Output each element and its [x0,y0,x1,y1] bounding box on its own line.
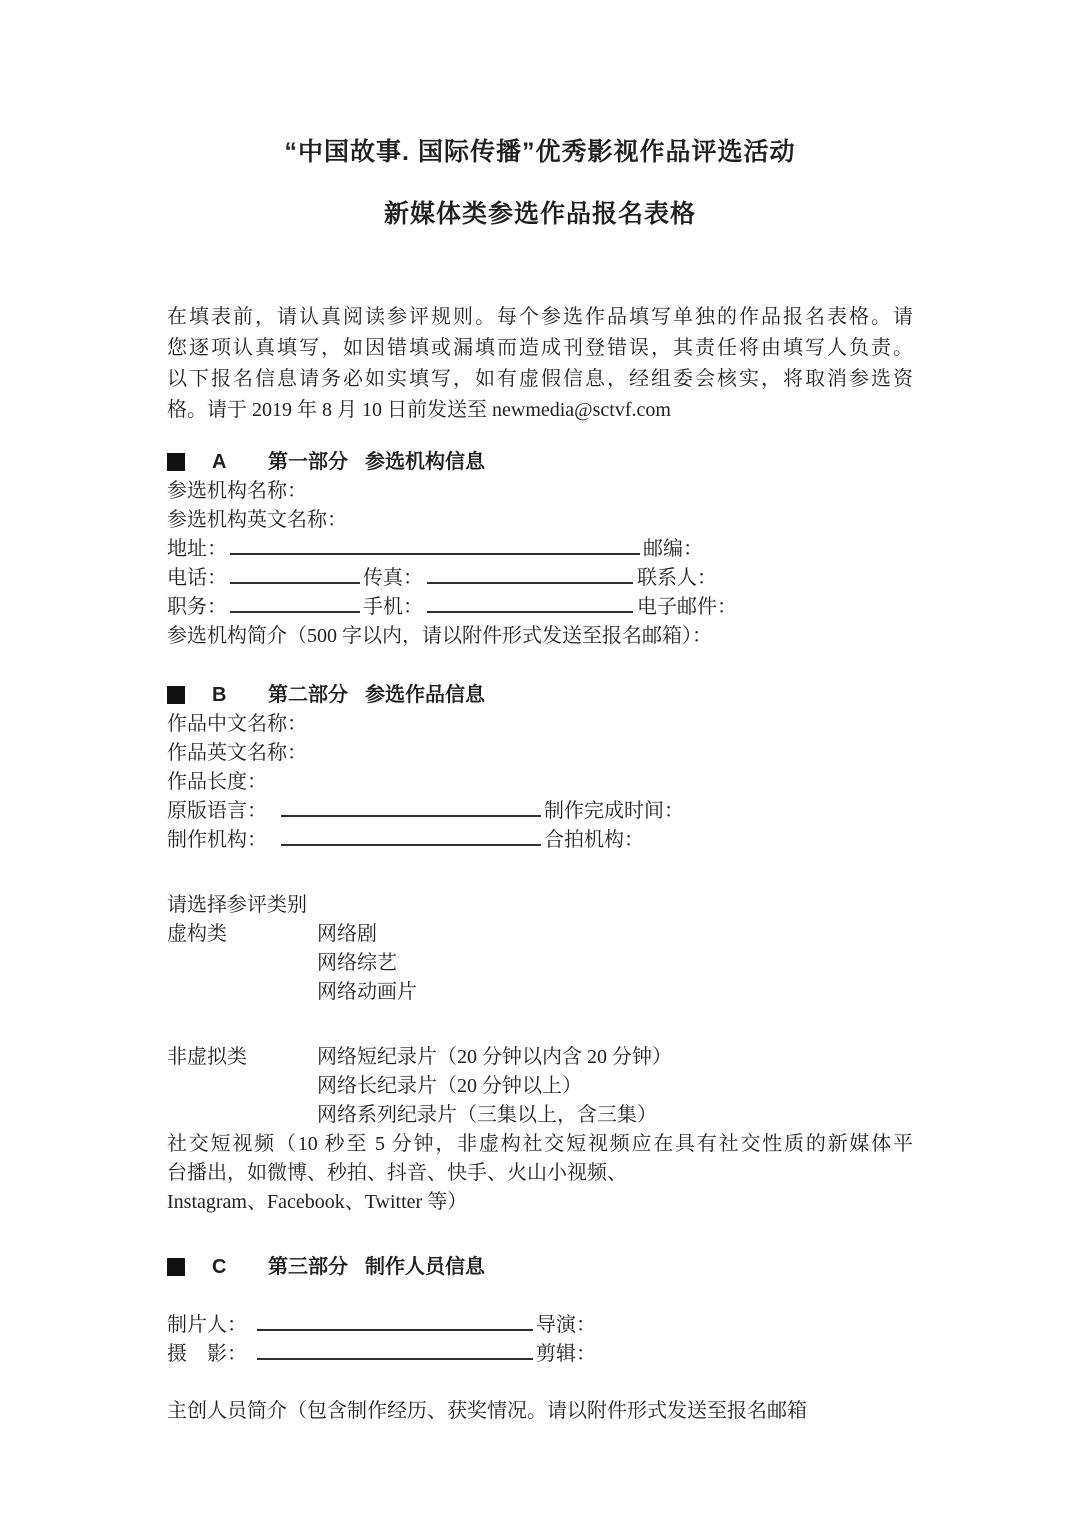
position-label: 职务： [167,596,227,618]
section-c-title: 制作人员信息 [365,1256,485,1278]
address-row [167,535,913,564]
category-prompt: 请选择参评类别 [167,894,307,916]
section-b-letter: B [212,684,227,706]
social-video-note: 社交短视频（10 秒至 5 分钟，非虚构社交短视频应在具有社交性质的新媒体平 [167,1133,913,1155]
section-a-header [167,447,913,477]
email-label: 电子邮件： [637,596,737,618]
finish-time-label: 制作完成时间： [544,800,684,822]
intro-line: 以下报名信息请务必如实填写，如有虚假信息，经组委会核实，将取消参选资 [167,368,913,390]
section-c-letter: C [212,1256,227,1278]
language-row [167,797,913,826]
doc-subtitle: 新媒体类参选作品报名表格 [383,200,696,228]
intro-line: 您逐项认真填写，如因错填或漏填而造成刊登错误，其责任将由填写人负责。 [167,337,913,359]
fiction-category-row [167,978,913,1007]
phone-label: 电话： [167,567,227,589]
section-b [167,680,913,1217]
category-item: 网络剧 [317,923,377,945]
coproducer-label: 合拍机构： [544,829,644,851]
section-a [167,447,913,651]
address-label: 地址： [167,538,227,560]
category-item: 网络系列纪录片（三集以上，含三集） [317,1104,657,1126]
section-a-letter: A [212,451,227,473]
crew-profile-note: 主创人员简介（包含制作经历、获奖情况。请以附件形式发送至报名邮箱 [167,1400,807,1422]
fiction-category-row [167,920,913,949]
fiction-category-row [167,949,913,978]
film-producer-label: 制片人： [167,1314,247,1336]
category-item: 网络短纪录片（20 分钟以内含 20 分钟） [317,1046,672,1068]
zip-label: 邮编： [643,538,703,560]
category-item: 网络动画片 [317,981,417,1003]
mobile-blank-line [427,596,633,613]
nonfiction-label: 非虚拟类 [167,1046,247,1068]
nonfiction-category-row [167,1072,913,1101]
phone-row [167,564,913,593]
section-b-title: 参选作品信息 [365,684,485,706]
work-length-row: 作品长度： [167,771,267,793]
language-blank-line [281,800,541,817]
fiction-label: 虚构类 [167,923,227,945]
doc-title: “中国故事. 国际传播”优秀影视作品评选活动 [284,138,796,166]
section-bullet-icon [167,1258,185,1276]
film-producer-blank-line [257,1314,533,1331]
producer-org-blank-line [281,829,541,846]
section-a-title: 参选机构信息 [365,451,485,473]
position-blank-line [230,596,360,613]
category-item: 网络综艺 [317,952,397,974]
film-producer-row [167,1311,913,1340]
fax-label: 传真： [363,567,423,589]
mobile-label: 手机： [363,596,423,618]
work-en-row: 作品英文名称： [167,742,307,764]
camera-label: 摄 影： [167,1343,247,1365]
social-video-note: Instagram、Facebook、Twitter 等） [167,1191,468,1213]
contact-label: 联系人： [637,567,717,589]
section-b-header [167,680,913,710]
position-row [167,593,913,622]
address-blank-line [230,538,640,555]
category-item: 网络长纪录片（20 分钟以上） [317,1075,582,1097]
producer-org-label: 制作机构： [167,829,267,851]
section-bullet-icon [167,686,185,704]
director-label: 导演： [536,1314,596,1336]
intro-paragraph [167,302,913,426]
language-label: 原版语言： [167,800,267,822]
editor-label: 剪辑： [536,1343,596,1365]
intro-line-deadline: 格。请于 2019 年 8 月 10 日前发送至 newmedia@sctvf.com [167,399,671,421]
section-c-part: 第三部分 [268,1256,348,1278]
org-profile-row: 参选机构简介（500 字以内，请以附件形式发送至报名邮箱）： [167,625,712,647]
camera-row [167,1340,913,1369]
nonfiction-category-row [167,1101,913,1130]
intro-line: 在填表前，请认真阅读参评规则。每个参选作品填写单独的作品报名表格。请 [167,306,913,328]
section-b-part: 第二部分 [268,684,348,706]
camera-blank-line [257,1343,533,1360]
nonfiction-category-row [167,1043,913,1072]
section-c [167,1252,913,1426]
section-bullet-icon [167,453,185,471]
phone-blank-line [230,567,360,584]
work-cn-row: 作品中文名称： [167,713,307,735]
fax-blank-line [427,567,633,584]
org-name-row: 参选机构名称： [167,480,307,502]
social-video-note: 台播出，如微博、秒拍、抖音、快手、火山小视频、 [167,1162,627,1184]
section-c-header [167,1252,913,1282]
section-a-part: 第一部分 [268,451,348,473]
org-name-en-row: 参选机构英文名称： [167,509,347,531]
producer-org-row [167,826,913,855]
